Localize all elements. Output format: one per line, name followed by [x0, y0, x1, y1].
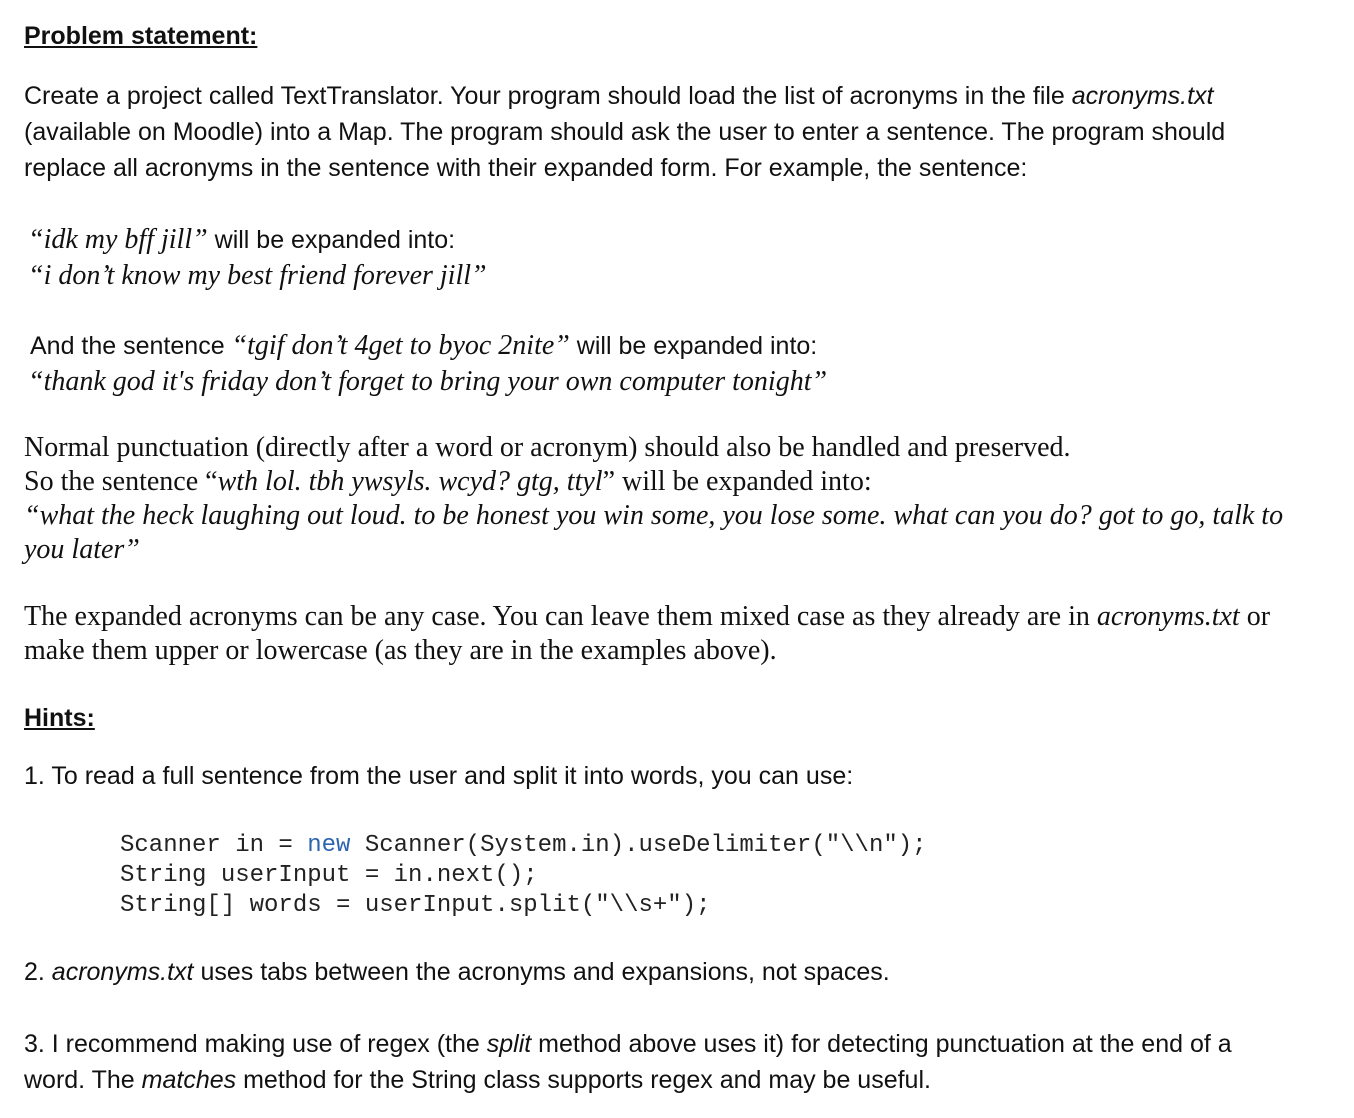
- code-line-1: [120, 832, 927, 859]
- hint-3-line-2: [24, 1066, 931, 1095]
- example-2-output: “thank god it's friday don’t forget to bring your own computer tonight”: [28, 366, 828, 397]
- example-2-input: “tgif don’t 4get to byoc 2nite”: [231, 330, 570, 361]
- example-2-suffix: will be expanded into:: [569, 332, 818, 360]
- hint-3-text-b: method above uses it) for detecting punctuation at the end of a: [531, 1030, 1232, 1058]
- example-1-suffix: will be expanded into:: [207, 226, 456, 254]
- intro-file-name: acronyms.txt: [1071, 82, 1214, 110]
- hint-2-file-name: acronyms.txt: [51, 958, 194, 986]
- hint-2-prefix: 2.: [24, 958, 52, 986]
- intro-line-1: [24, 82, 1213, 111]
- hint-3-text-c: word. The: [24, 1066, 142, 1094]
- hint-3-text-a: 3. I recommend making use of regex (the: [24, 1030, 487, 1058]
- hint-3-line-1: [24, 1030, 1232, 1059]
- punctuation-example: wth lol. tbh ywsyls. wcyd? gtg, ttyl: [217, 466, 603, 497]
- example-1-input: “idk my bff jill”: [28, 224, 208, 255]
- hint-3-matches-word: matches: [141, 1066, 237, 1094]
- intro-line-3: replace all acronyms in the sentence with their expanded form. For example, the sentence:: [24, 154, 1028, 182]
- problem-statement-heading: Problem statement:: [24, 22, 258, 50]
- punctuation-line-2: [24, 466, 872, 498]
- punctuation-line-2-prefix: So the sentence “: [24, 466, 218, 497]
- hint-2-suffix: uses tabs between the acronyms and expansions, not spaces.: [193, 958, 890, 986]
- punctuation-output-line-2: you later”: [24, 534, 140, 565]
- case-note-line-2: make them upper or lowercase (as they are in the examples above).: [24, 635, 777, 666]
- case-note-file-name: acronyms.txt: [1096, 601, 1240, 632]
- code-keyword-new: new: [307, 832, 351, 859]
- code-line-1-end: Scanner(System.in).useDelimiter("\\n");: [350, 832, 927, 859]
- code-line-2: String userInput = in.next();: [120, 862, 538, 889]
- punctuation-output-line-1: “what the heck laughing out loud. to be honest you win some, you lose some. what can you do? got to go, talk to: [24, 500, 1284, 531]
- punctuation-line-2-suffix: ” will be expanded into:: [602, 466, 872, 497]
- example-2-prefix: And the sentence: [30, 332, 232, 360]
- case-note-line-1: [24, 601, 1270, 633]
- intro-line-2: (available on Moodle) into a Map. The program should ask the user to enter a sentence. The program should: [24, 118, 1226, 146]
- hint-3-split-word: split: [486, 1030, 532, 1058]
- punctuation-line-1: Normal punctuation (directly after a word or acronym) should also be handled and preserved.: [24, 432, 1071, 463]
- example-1-output: “i don’t know my best friend forever jill”: [28, 260, 487, 291]
- code-line-1-start: Scanner in =: [120, 832, 308, 859]
- example-1-input-line: [28, 224, 455, 256]
- example-2-input-line: [30, 330, 817, 362]
- case-note-text: The expanded acronyms can be any case. You can leave them mixed case as they already are in: [24, 601, 1097, 632]
- hints-heading: Hints:: [24, 704, 95, 732]
- intro-line-1-text: Create a project called TextTranslator. Your program should load the list of acronyms in the file: [24, 82, 1072, 110]
- hint-1: 1. To read a full sentence from the user and split it into words, you can use:: [24, 762, 854, 790]
- code-line-3: String[] words = userInput.split("\\s+");: [120, 892, 711, 919]
- case-note-suffix: or: [1239, 601, 1271, 632]
- hint-2: [24, 958, 890, 987]
- hint-3-text-d: method for the String class supports regex and may be useful.: [236, 1066, 931, 1094]
